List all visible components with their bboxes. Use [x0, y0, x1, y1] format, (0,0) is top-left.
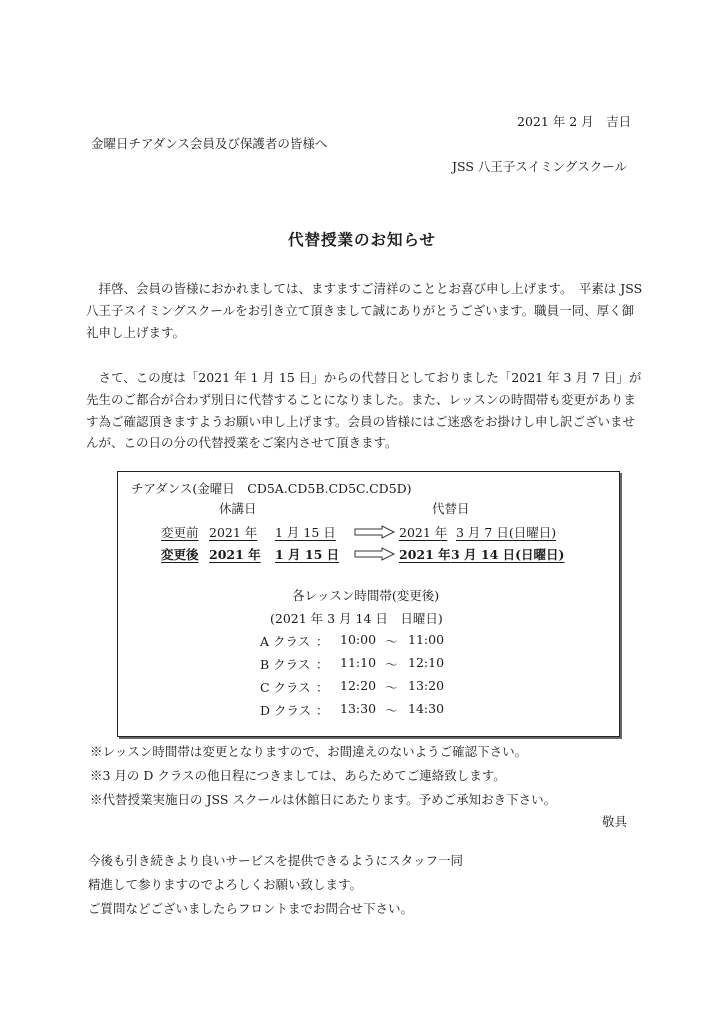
closing-word: 敬具 — [602, 814, 628, 829]
tilde: ～ — [385, 680, 398, 695]
notice-paragraph: さて、この度は「2021 年 1 月 15 日」からの代替日としておりました「2021 年 3 月 7 日」が先生のご都合が合わず別日に代替することになりました。また、レッスンの時間帯も変更があります為ご確認頂きますようお願い申し上げます。会員の皆様にはご迷惑をお掛けし申し訳ございませんが、この日の分の代替授業をご案内させて頂きます。 — [86, 370, 642, 451]
lesson-row-c — [260, 678, 480, 700]
separator: ： — [316, 657, 329, 672]
cancel-day: 1 月 15 日 — [275, 547, 340, 562]
class-name: B クラス — [260, 657, 311, 672]
end-time: 14:30 — [408, 701, 445, 716]
start-time: 13:30 — [340, 701, 377, 716]
class-name: D クラス — [260, 703, 312, 718]
separator: ： — [316, 634, 329, 649]
row-label: 変更前 — [161, 525, 199, 540]
cancel-day: 1 月 15 日 — [275, 525, 336, 540]
substitute-day: 3 月 14 日(日曜日) — [451, 547, 565, 562]
lesson-times-date: (2021 年 3 月 14 日 日曜日) — [270, 611, 443, 626]
footer-line: 精進して参りますのでよろしくお願い致します。 — [88, 877, 363, 892]
end-time: 11:00 — [408, 632, 445, 647]
lesson-row-a — [260, 632, 480, 654]
start-time: 11:10 — [340, 655, 377, 670]
cancel-year: 2021 年 — [209, 525, 258, 540]
substitute-year: 2021 年 — [399, 547, 451, 562]
end-time: 13:20 — [408, 678, 445, 693]
lesson-row-d — [260, 701, 480, 723]
note-line: ※レッスン時間帯は変更となりますので、お間違えのないようご確認下さい。 — [90, 744, 528, 759]
lesson-times-title: 各レッスン時間帯(変更後) — [292, 588, 440, 603]
letter-date: 2021 年 2 月 吉日 — [517, 114, 632, 129]
row-label: 変更後 — [161, 547, 199, 562]
substitute-day: 3 月 7 日(日曜日) — [456, 525, 557, 540]
class-name: A クラス — [260, 634, 311, 649]
cancel-year: 2021 年 — [209, 547, 261, 562]
tilde: ～ — [385, 657, 398, 672]
note-line: ※3 月の D クラスの他日程につきましては、あらためてご連絡致します。 — [90, 768, 506, 783]
start-time: 10:00 — [340, 632, 377, 647]
tilde: ～ — [385, 634, 398, 649]
separator: ： — [316, 680, 329, 695]
arrow-right-icon — [354, 525, 396, 539]
footer-line: 今後も引き続きより良いサービスを提供できるようにスタッフ一同 — [88, 853, 464, 868]
cancel-column-label: 休講日 — [219, 501, 257, 516]
sender-name: JSS 八王子スイミングスクール — [452, 159, 628, 174]
substitute-column-label: 代替日 — [432, 501, 470, 516]
greeting-paragraph: 拝啓、会員の皆様におかれましては、ますますご清祥のこととお喜び申し上げます。 平素は JSS 八王子スイミングスクールをお引き立て頂きまして誠にありがとうございます。職員一同、厚く御礼申し上げます。 — [86, 281, 643, 340]
separator: ： — [316, 703, 329, 718]
footer-line: ご質問などございましたらフロントまでお問合せ下さい。 — [88, 901, 414, 916]
page-title: 代替授業のお知らせ — [287, 230, 437, 249]
start-time: 12:20 — [340, 678, 377, 693]
arrow-right-icon — [354, 547, 396, 561]
lesson-row-b — [260, 655, 480, 677]
class-heading: チアダンス(金曜日 CD5A.CD5B.CD5C.CD5D) — [131, 481, 412, 496]
end-time: 12:10 — [408, 655, 445, 670]
note-line: ※代替授業実施日の JSS スクールは休館日にあたります。予めご承知おき下さい。 — [90, 792, 557, 807]
class-name: C クラス — [260, 680, 311, 695]
recipient-line: 金曜日チアダンス会員及び保護者の皆様へ — [91, 136, 328, 151]
substitute-year: 2021 年 — [399, 525, 448, 540]
tilde: ～ — [385, 703, 398, 718]
